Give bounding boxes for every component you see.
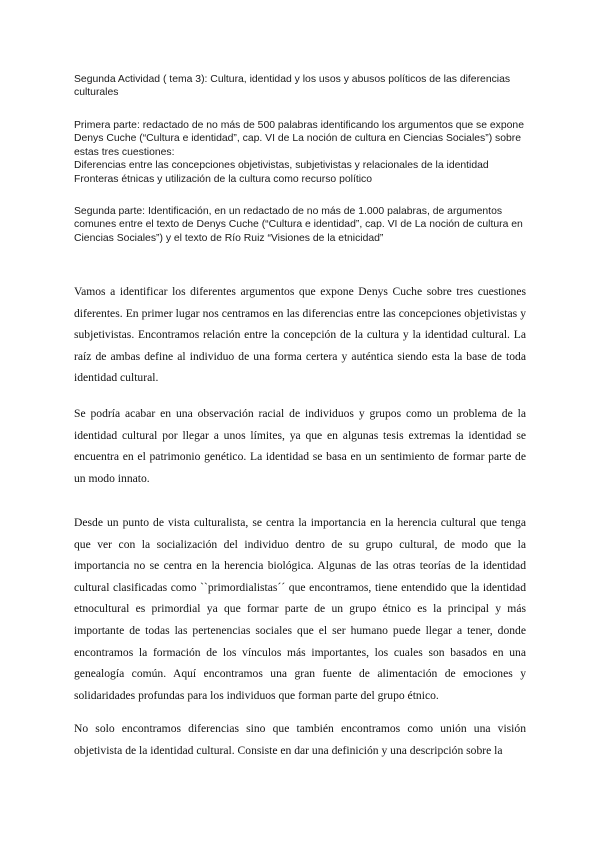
essay-paragraph-4 [74, 718, 526, 761]
essay-paragraph-2-text: Se podría acabar en una observación racial de individuos y grupos como un problema de la identidad cultural por llegar a unos límites, ya que en algunas tesis extremas la identidad se encuentra en el patrimonio genético. La identidad se basa en un sentimiento de formar parte de un modo innato. [74, 407, 526, 485]
essay-paragraph-1 [74, 281, 526, 389]
essay-paragraph-3-text: Desde un punto de vista culturalista, se centra la importancia en la herencia cultural que tenga que ver con la socialización del individuo dentro de su grupo cultural, de modo que la importancia no se centra en la herencia biológica. Algunas de las otras teorías de la identidad cultural clasificadas como ``primordialistas´´ que encontramos, tiene entendido que la identidad etnocultural es primordial ya que formar parte de un grupo étnico es la principal y más importante de todas las pertenencias sociales que el ser humano puede llegar a tener, donde encontramos la formación de los vínculos más importantes, los cuales son basados en una genealogía común. Aquí encontramos una gran fuente de alimentación de emociones y solidaridades profundas para los individuos que forman parte del grupo étnico. [74, 516, 526, 702]
assignment-title [74, 73, 534, 100]
part2-text: Segunda parte: Identificación, en un redactado de no más de 1.000 palabras, de argumentos comunes entre el texto de Denys Cuche (“Cultura e identidad”, cap. VI de La noción de cultura en Ciencias Sociales”) y el texto de Río Ruiz “Visiones de la etnicidad” [74, 206, 523, 244]
part1-question-1: Diferencias entre las concepciones objetivistas, subjetivistas y relacionales de la identidad [74, 160, 489, 172]
essay-paragraph-4-text: No solo encontramos diferencias sino que también encontramos como unión una visión objetivista de la identidad cultural. Consiste en dar una definición y una descripción sobre la [74, 722, 526, 757]
assignment-part1 [74, 119, 534, 186]
essay-paragraph-1-text: Vamos a identificar los diferentes argumentos que expone Denys Cuche sobre tres cuestiones diferentes. En primer lugar nos centramos en las diferencias entre las concepciones objetivistas y subjetivistas. Encontramos relación entre la concepción de la cultura y la identidad cultural. La raíz de ambas define al individuo de una forma certera y auténtica siendo esta la base de toda identidad cultural. [74, 285, 526, 385]
essay-paragraph-3 [74, 512, 526, 706]
essay-paragraph-2 [74, 403, 526, 489]
part1-question-2: Fronteras étnicas y utilización de la cultura como recurso político [74, 173, 373, 185]
part1-intro: Primera parte: redactado de no más de 500 palabras identificando los argumentos que se expone Denys Cuche (“Cultura e identidad”, cap. VI de La noción de cultura en Ciencias Sociales”) sobre estas tres cuestiones: [74, 120, 524, 158]
assignment-title-text: Segunda Actividad ( tema 3): Cultura, identidad y los usos y abusos políticos de las diferencias culturales [74, 74, 511, 99]
assignment-part2 [74, 205, 534, 245]
